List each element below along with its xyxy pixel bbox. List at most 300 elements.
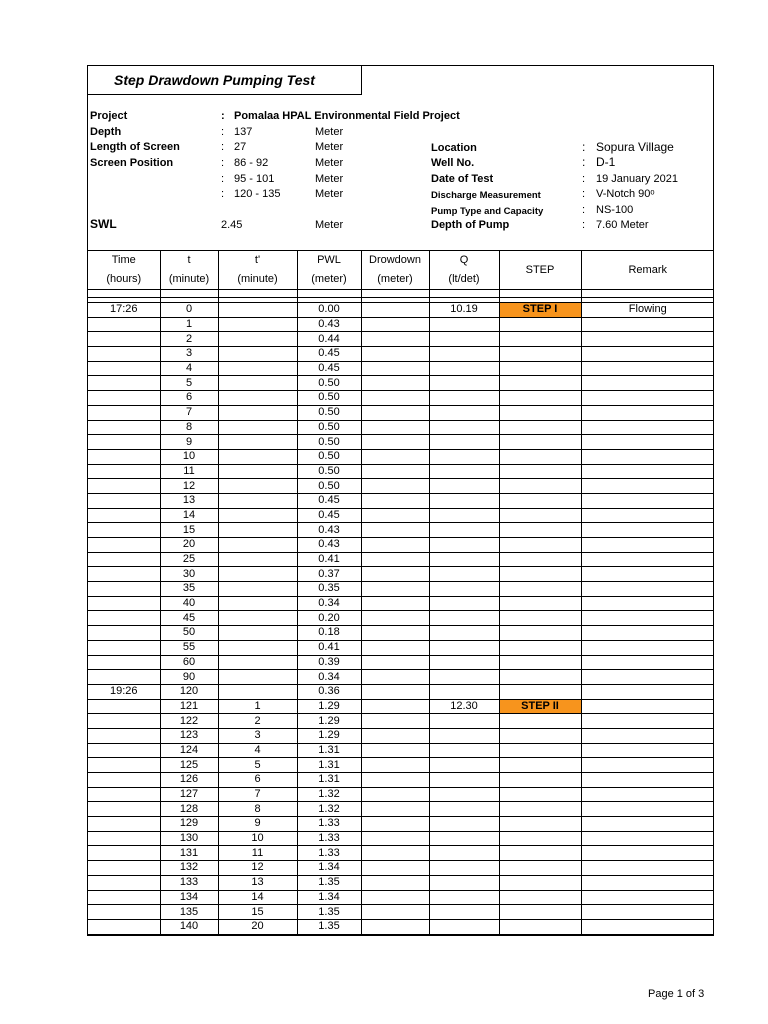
header-drawdown-line1: Drowdown <box>369 254 421 266</box>
cell-remark <box>581 670 714 685</box>
cell-t-prime <box>218 332 297 347</box>
cell-time <box>88 831 160 846</box>
cell-step <box>499 449 581 464</box>
cell-drawdown <box>361 332 429 347</box>
table-row <box>88 391 714 406</box>
cell-remark <box>581 508 714 523</box>
header-q-line2: (lt/det) <box>448 273 480 285</box>
cell-remark <box>581 347 714 362</box>
cell-step <box>499 523 581 538</box>
cell-step <box>499 905 581 920</box>
table-row <box>88 655 714 670</box>
discharge-colon: : <box>582 188 586 200</box>
cell-t: 122 <box>160 714 218 729</box>
cell-remark <box>581 361 714 376</box>
cell-step <box>499 347 581 362</box>
cell-pwl: 0.43 <box>297 317 361 332</box>
cell-drawdown <box>361 846 429 861</box>
cell-drawdown <box>361 376 429 391</box>
cell-q <box>429 831 499 846</box>
cell-pwl: 1.32 <box>297 787 361 802</box>
cell-time <box>88 787 160 802</box>
cell-t-prime <box>218 449 297 464</box>
cell-t: 133 <box>160 875 218 890</box>
cell-t-prime <box>218 538 297 553</box>
pump-colon: : <box>582 204 586 216</box>
cell-remark <box>581 376 714 391</box>
cell-time <box>88 376 160 391</box>
header-remark-line1: Remark <box>628 263 667 276</box>
depth-value: 137 <box>234 126 253 138</box>
cell-q <box>429 582 499 597</box>
table-row <box>88 361 714 376</box>
cell-pwl: 1.35 <box>297 919 361 934</box>
cell-drawdown <box>361 303 429 318</box>
cell-remark <box>581 758 714 773</box>
table-row <box>88 875 714 890</box>
cell-remark <box>581 846 714 861</box>
cell-step <box>499 552 581 567</box>
cell-remark <box>581 699 714 714</box>
table-row <box>88 420 714 435</box>
pump-value: NS-100 <box>596 204 634 216</box>
table-row <box>88 802 714 817</box>
cell-t-prime <box>218 420 297 435</box>
cell-q <box>429 523 499 538</box>
cell-t-prime <box>218 640 297 655</box>
table-row <box>88 464 714 479</box>
cell-pwl: 0.50 <box>297 449 361 464</box>
cell-pwl: 0.39 <box>297 655 361 670</box>
cell-t-prime <box>218 303 297 318</box>
cell-remark <box>581 890 714 905</box>
spacer-cell <box>581 290 714 298</box>
cell-t: 30 <box>160 567 218 582</box>
cell-t: 4 <box>160 361 218 376</box>
cell-step <box>499 802 581 817</box>
screen-length-value: 27 <box>234 141 247 153</box>
cell-remark <box>581 405 714 420</box>
table-row <box>88 376 714 391</box>
cell-pwl: 0.44 <box>297 332 361 347</box>
page-footer: Page 1 of 3 <box>648 988 705 1000</box>
cell-t: 3 <box>160 347 218 362</box>
cell-q: 10.19 <box>429 303 499 318</box>
cell-drawdown <box>361 640 429 655</box>
cell-pwl: 0.43 <box>297 523 361 538</box>
header-t <box>160 251 218 290</box>
cell-remark <box>581 831 714 846</box>
cell-step <box>499 817 581 832</box>
cell-pwl: 1.29 <box>297 714 361 729</box>
cell-step <box>499 493 581 508</box>
cell-time <box>88 890 160 905</box>
cell-time <box>88 582 160 597</box>
location-label: Location <box>431 142 477 154</box>
cell-drawdown <box>361 684 429 699</box>
cell-drawdown <box>361 802 429 817</box>
project-label: Project <box>90 110 128 122</box>
discharge-value: V-Notch 90ᵒ <box>596 188 655 200</box>
cell-t: 40 <box>160 596 218 611</box>
cell-t: 124 <box>160 743 218 758</box>
title-box <box>88 66 362 95</box>
cell-time <box>88 523 160 538</box>
cell-t-prime <box>218 508 297 523</box>
cell-time <box>88 846 160 861</box>
cell-q <box>429 552 499 567</box>
cell-remark <box>581 317 714 332</box>
cell-remark <box>581 905 714 920</box>
spacer-cell <box>160 290 218 298</box>
cell-step <box>499 875 581 890</box>
cell-time <box>88 626 160 641</box>
cell-t-prime <box>218 523 297 538</box>
table-row <box>88 611 714 626</box>
cell-remark <box>581 773 714 788</box>
screen-position-colon-2: : <box>221 173 225 185</box>
cell-drawdown <box>361 464 429 479</box>
cell-step <box>499 655 581 670</box>
cell-q <box>429 538 499 553</box>
cell-remark: Flowing <box>581 303 714 318</box>
cell-step <box>499 626 581 641</box>
cell-drawdown <box>361 538 429 553</box>
cell-q <box>429 640 499 655</box>
cell-drawdown <box>361 626 429 641</box>
table-row <box>88 303 714 318</box>
cell-step <box>499 758 581 773</box>
table-row <box>88 523 714 538</box>
cell-remark <box>581 464 714 479</box>
cell-q <box>429 435 499 450</box>
screen-length-colon: : <box>221 141 225 153</box>
cell-t-prime: 12 <box>218 861 297 876</box>
cell-remark <box>581 802 714 817</box>
cell-q: 12.30 <box>429 699 499 714</box>
cell-q <box>429 449 499 464</box>
cell-time <box>88 817 160 832</box>
cell-step <box>499 317 581 332</box>
header-t-prime <box>218 251 297 290</box>
cell-pwl: 1.33 <box>297 831 361 846</box>
cell-pwl: 0.20 <box>297 611 361 626</box>
cell-t-prime <box>218 596 297 611</box>
cell-t-prime: 15 <box>218 905 297 920</box>
screen-position-3: 120 - 135 <box>234 188 281 200</box>
cell-q <box>429 787 499 802</box>
cell-t: 11 <box>160 464 218 479</box>
cell-t: 132 <box>160 861 218 876</box>
cell-t: 9 <box>160 435 218 450</box>
table-row <box>88 831 714 846</box>
cell-q <box>429 758 499 773</box>
cell-step <box>499 567 581 582</box>
cell-time <box>88 875 160 890</box>
cell-t-prime <box>218 655 297 670</box>
cell-t-prime: 4 <box>218 743 297 758</box>
cell-t: 140 <box>160 919 218 934</box>
table-row <box>88 567 714 582</box>
cell-pwl: 1.35 <box>297 905 361 920</box>
cell-time <box>88 758 160 773</box>
project-colon: : <box>221 110 225 122</box>
cell-step <box>499 846 581 861</box>
spacer-cell <box>297 290 361 298</box>
cell-t: 7 <box>160 405 218 420</box>
cell-pwl: 0.45 <box>297 493 361 508</box>
cell-time <box>88 508 160 523</box>
cell-drawdown <box>361 905 429 920</box>
well-colon: : <box>582 155 586 169</box>
cell-remark <box>581 817 714 832</box>
cell-q <box>429 596 499 611</box>
table-row <box>88 479 714 494</box>
cell-t: 10 <box>160 449 218 464</box>
cell-q <box>429 391 499 406</box>
cell-drawdown <box>361 508 429 523</box>
cell-t: 20 <box>160 538 218 553</box>
cell-t-prime: 2 <box>218 714 297 729</box>
cell-t: 121 <box>160 699 218 714</box>
table-row <box>88 493 714 508</box>
table-row <box>88 743 714 758</box>
cell-pwl: 0.34 <box>297 670 361 685</box>
cell-time <box>88 905 160 920</box>
cell-step <box>499 582 581 597</box>
cell-remark <box>581 684 714 699</box>
cell-t-prime: 8 <box>218 802 297 817</box>
cell-step <box>499 684 581 699</box>
cell-pwl: 0.45 <box>297 361 361 376</box>
cell-q <box>429 332 499 347</box>
cell-t: 35 <box>160 582 218 597</box>
cell-pwl: 1.32 <box>297 802 361 817</box>
header-step <box>499 251 581 290</box>
cell-q <box>429 361 499 376</box>
table-row <box>88 508 714 523</box>
cell-time <box>88 464 160 479</box>
cell-pwl: 0.45 <box>297 508 361 523</box>
cell-t: 2 <box>160 332 218 347</box>
cell-q <box>429 420 499 435</box>
cell-step <box>499 596 581 611</box>
spacer-cell <box>88 290 160 298</box>
cell-time <box>88 538 160 553</box>
table-row <box>88 626 714 641</box>
cell-remark <box>581 919 714 934</box>
cell-t: 131 <box>160 846 218 861</box>
cell-drawdown <box>361 890 429 905</box>
cell-step <box>499 670 581 685</box>
depth-pump-colon: : <box>582 219 586 231</box>
cell-step <box>499 464 581 479</box>
header-t-line2: (minute) <box>168 273 210 285</box>
cell-time <box>88 743 160 758</box>
cell-remark <box>581 655 714 670</box>
location-value: Sopura Village <box>596 140 674 154</box>
cell-t: 127 <box>160 787 218 802</box>
cell-pwl: 1.31 <box>297 758 361 773</box>
cell-time <box>88 802 160 817</box>
cell-q <box>429 479 499 494</box>
cell-t: 12 <box>160 479 218 494</box>
measurement-table <box>88 250 714 935</box>
cell-t-prime <box>218 405 297 420</box>
cell-pwl: 0.50 <box>297 420 361 435</box>
cell-q <box>429 670 499 685</box>
cell-step <box>499 773 581 788</box>
cell-time <box>88 332 160 347</box>
cell-drawdown <box>361 361 429 376</box>
cell-time <box>88 596 160 611</box>
cell-step: STEP I <box>499 303 581 318</box>
table-row <box>88 317 714 332</box>
cell-t-prime <box>218 361 297 376</box>
cell-q <box>429 464 499 479</box>
cell-t: 120 <box>160 684 218 699</box>
cell-q <box>429 317 499 332</box>
well-label: Well No. <box>431 157 475 169</box>
screen-position-2-unit: Meter <box>315 173 344 185</box>
cell-time <box>88 773 160 788</box>
cell-pwl: 1.34 <box>297 890 361 905</box>
cell-pwl: 1.31 <box>297 743 361 758</box>
cell-t-prime: 7 <box>218 787 297 802</box>
table-row <box>88 773 714 788</box>
cell-remark <box>581 435 714 450</box>
table-row <box>88 405 714 420</box>
cell-pwl: 1.33 <box>297 817 361 832</box>
spacer-cell <box>429 290 499 298</box>
cell-drawdown <box>361 611 429 626</box>
cell-pwl: 0.50 <box>297 479 361 494</box>
date-colon: : <box>582 173 586 185</box>
table-row <box>88 861 714 876</box>
cell-t-prime: 9 <box>218 817 297 832</box>
cell-q <box>429 861 499 876</box>
cell-time <box>88 317 160 332</box>
table-row <box>88 596 714 611</box>
screen-position-1: 86 - 92 <box>234 157 269 169</box>
cell-time <box>88 919 160 934</box>
cell-t: 129 <box>160 817 218 832</box>
cell-step <box>499 435 581 450</box>
cell-drawdown <box>361 831 429 846</box>
location-colon: : <box>582 140 586 154</box>
cell-pwl: 0.41 <box>297 552 361 567</box>
cell-pwl: 0.41 <box>297 640 361 655</box>
cell-step <box>499 361 581 376</box>
cell-t-prime: 13 <box>218 875 297 890</box>
cell-remark <box>581 861 714 876</box>
cell-drawdown <box>361 758 429 773</box>
cell-remark <box>581 611 714 626</box>
cell-step <box>499 332 581 347</box>
cell-t: 130 <box>160 831 218 846</box>
table-row <box>88 582 714 597</box>
table-row <box>88 640 714 655</box>
screen-position-3-unit: Meter <box>315 188 344 200</box>
depth-pump-value: 7.60 Meter <box>596 219 649 231</box>
cell-t-prime <box>218 626 297 641</box>
cell-t-prime <box>218 435 297 450</box>
cell-q <box>429 773 499 788</box>
discharge-label: Discharge Measurement <box>431 190 541 201</box>
cell-step <box>499 376 581 391</box>
cell-remark <box>581 743 714 758</box>
cell-t: 8 <box>160 420 218 435</box>
header-remark <box>581 251 714 290</box>
cell-time: 19:26 <box>88 684 160 699</box>
depth-unit: Meter <box>315 126 344 138</box>
cell-t-prime <box>218 670 297 685</box>
cell-pwl: 0.43 <box>297 538 361 553</box>
cell-time <box>88 391 160 406</box>
table-row <box>88 449 714 464</box>
header-time <box>88 251 160 290</box>
cell-time <box>88 699 160 714</box>
header-pwl <box>297 251 361 290</box>
cell-t: 13 <box>160 493 218 508</box>
cell-time <box>88 420 160 435</box>
cell-pwl: 1.29 <box>297 699 361 714</box>
cell-t-prime <box>218 464 297 479</box>
cell-remark <box>581 596 714 611</box>
cell-t-prime <box>218 376 297 391</box>
cell-drawdown <box>361 449 429 464</box>
cell-t-prime <box>218 552 297 567</box>
cell-q <box>429 405 499 420</box>
cell-remark <box>581 728 714 743</box>
cell-step <box>499 743 581 758</box>
cell-time: 17:26 <box>88 303 160 318</box>
cell-q <box>429 684 499 699</box>
cell-pwl: 0.50 <box>297 376 361 391</box>
cell-q <box>429 846 499 861</box>
table-row <box>88 714 714 729</box>
cell-drawdown <box>361 655 429 670</box>
cell-remark <box>581 787 714 802</box>
cell-remark <box>581 493 714 508</box>
cell-drawdown <box>361 699 429 714</box>
cell-t-prime <box>218 317 297 332</box>
cell-t-prime: 10 <box>218 831 297 846</box>
cell-t: 25 <box>160 552 218 567</box>
screen-position-1-unit: Meter <box>315 157 344 169</box>
cell-time <box>88 611 160 626</box>
cell-pwl: 0.35 <box>297 582 361 597</box>
cell-time <box>88 728 160 743</box>
screen-position-colon-1: : <box>221 157 225 169</box>
cell-t: 135 <box>160 905 218 920</box>
cell-t: 134 <box>160 890 218 905</box>
cell-pwl: 0.50 <box>297 435 361 450</box>
cell-t-prime: 1 <box>218 699 297 714</box>
cell-drawdown <box>361 861 429 876</box>
table-row <box>88 699 714 714</box>
table-row <box>88 684 714 699</box>
cell-time <box>88 435 160 450</box>
cell-step <box>499 391 581 406</box>
cell-time <box>88 361 160 376</box>
cell-drawdown <box>361 493 429 508</box>
cell-q <box>429 875 499 890</box>
table-row <box>88 787 714 802</box>
cell-t-prime <box>218 611 297 626</box>
header-t-prime-line2: (minute) <box>237 273 278 285</box>
screen-position-2: 95 - 101 <box>234 173 275 185</box>
